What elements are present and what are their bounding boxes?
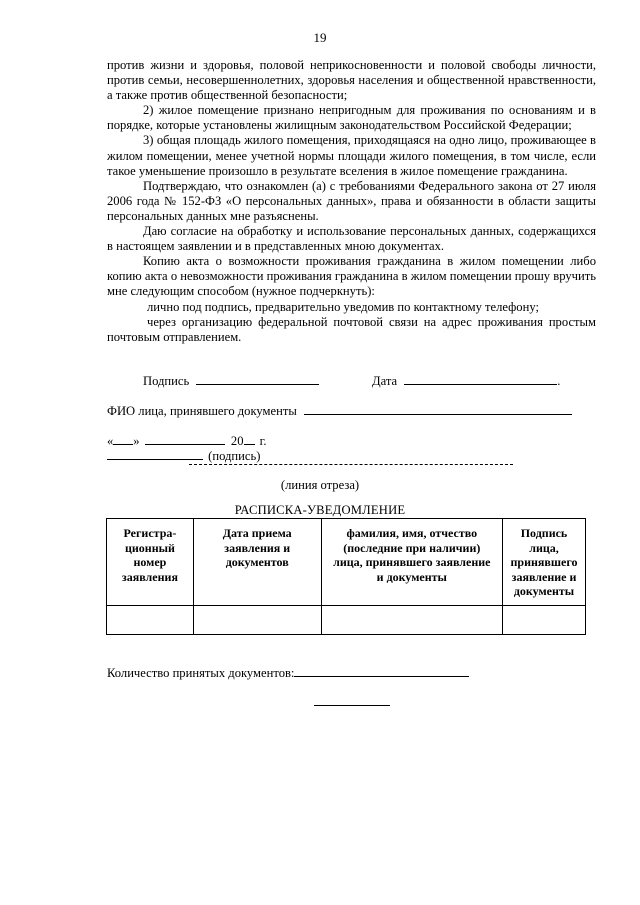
documents-count-row [107,665,469,681]
date-field[interactable] [404,373,557,385]
body-paragraph: Подтверждаю, что ознакомлен (а) с требованиями Федерального закона от 27 июля 2006 года № 152-ФЗ «О персональных данных», права и обязанности в области защиты персональных данных мне разъяснены. [107,178,596,223]
page-number: 19 [313,30,327,45]
fio-field[interactable] [304,403,572,415]
year-suffix: г. [259,434,267,448]
fio-row [107,403,572,419]
acceptor-signature-cell[interactable] [503,606,586,635]
header-acceptance-date: Дата приема заявления и документов [193,519,321,606]
receipt-header-row [107,519,586,606]
signature-row [143,373,319,389]
day-field[interactable] [113,433,133,445]
month-field[interactable] [145,433,225,445]
end-rule [314,705,390,706]
acceptance-date-cell[interactable] [193,606,321,635]
documents-count-label: Количество принятых документов: [107,666,295,680]
signature-field[interactable] [196,373,319,385]
body-paragraph: 2) жилое помещение признано непригодным для проживания по основаниям и в порядке, которые установлены жилищным законодательством Российской Федерации; [107,103,596,133]
date-row [372,373,560,389]
body-paragraph: Копию акта о возможности проживания гражданина в жилом помещении либо копию акта о невозможности проживания гражданина в жилом помещении прошу вручить мне следующим способом (нужное подчеркнуть): [107,254,596,299]
date-label: Дата [372,374,398,388]
header-acceptor-name: фамилия, имя, отчество (последние при наличии) лица, принявшего заявление и документы [321,519,502,606]
body-paragraph: 3) общая площадь жилого помещения, приходящаяся на одно лицо, проживающее в жилом помещении, менее учетной нормы площади жилого помещения, в том числе, если такое уменьшение произошло в результате вселения в жилое помещение гражданина. [107,133,596,178]
body-paragraph: Даю согласие на обработку и использование персональных данных, содержащихся в настоящем заявлении и в представленных мною документах. [107,224,596,254]
fio-label: ФИО лица, принявшего документы [107,404,297,418]
open-quote: « [107,434,114,448]
body-paragraph: против жизни и здоровья, половой неприкосновенности и половой свободы личности, против семьи, несовершеннолетних, здоровья населения и общественной нравственности, а также против общественной безопасности; [107,58,596,103]
year-field[interactable] [244,433,255,445]
header-registration-number: Регистра- ционный номер заявления [107,519,194,606]
receipt-table [106,518,586,635]
year-prefix: 20 [230,434,244,448]
acceptance-date-row [107,433,267,449]
cut-line [189,464,513,465]
registration-number-cell[interactable] [107,606,194,635]
cut-line-label: (линия отреза) [280,478,360,492]
signature-label: Подпись [143,374,190,388]
close-quote: » [133,434,140,448]
receipt-entry-row [107,606,586,635]
signature-caption: (подпись) [208,449,261,463]
body-paragraph: лично под подпись, предварительно уведомив по контактному телефону; [147,299,539,314]
acceptor-signature-field[interactable] [107,448,203,460]
body-text [107,58,596,345]
acceptor-name-cell[interactable] [321,606,502,635]
date-end: . [557,374,561,388]
documents-count-field[interactable] [294,665,469,677]
body-paragraph: через организацию федеральной почтовой связи на адрес проживания простым почтовым отправлением. [107,314,596,344]
signature-caption-row [107,448,260,464]
header-acceptor-signature: Подпись лица, принявшего заявление и документы [503,519,586,606]
receipt-title: РАСПИСКА-УВЕДОМЛЕНИЕ [234,503,406,517]
